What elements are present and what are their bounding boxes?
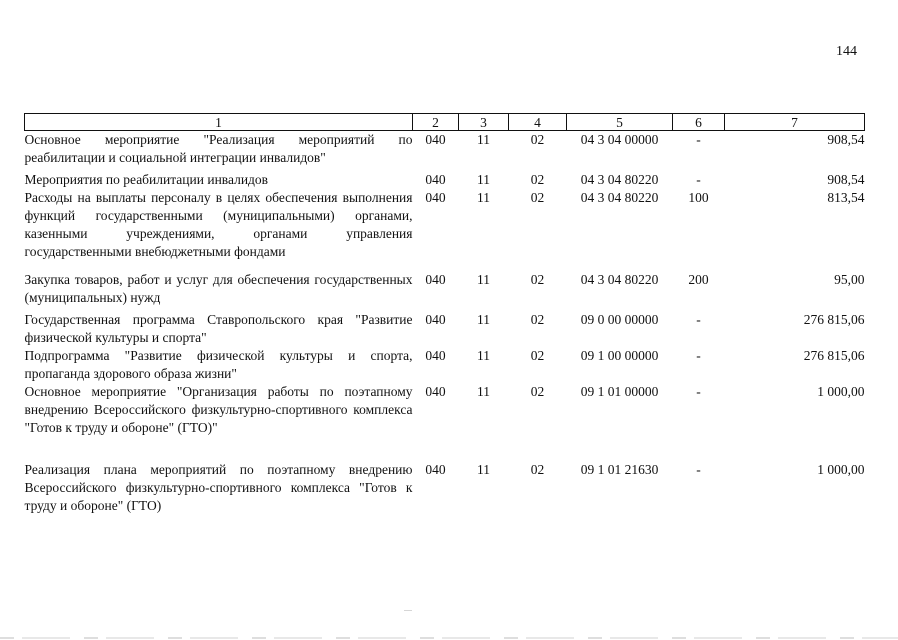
row-expense-type: -	[696, 462, 701, 477]
header-cell-2: 2	[413, 114, 459, 131]
row-name: Расходы на выплаты персоналу в целях обеспечения выполнения функций государственными (муниципальными) органами, казенными учреждениями, органами управления государственными внебюджетными фондами	[24, 190, 413, 259]
row-target-code: 09 0 00 00000	[580, 312, 659, 327]
row-target-code: 09 1 01 00000	[580, 384, 659, 399]
row-ministry-code: 040	[425, 384, 446, 399]
row-ministry-code: 040	[425, 272, 446, 287]
row-expense-type: -	[696, 384, 701, 399]
table-row	[25, 189, 865, 261]
row-name: Основное мероприятие "Реализация мероприятий по реабилитации и социальной интеграции инвалидов"	[24, 132, 413, 165]
table-row	[25, 383, 865, 437]
row-subsection-code: 02	[530, 132, 545, 147]
row-amount: 908,54	[827, 132, 865, 147]
row-section-code: 11	[477, 384, 490, 399]
row-expense-type: 200	[688, 272, 709, 287]
row-expense-type: -	[696, 312, 701, 327]
row-ministry-code: 040	[425, 132, 446, 147]
row-subsection-code: 02	[530, 384, 545, 399]
row-expense-type: -	[696, 172, 701, 187]
row-subsection-code: 02	[530, 348, 545, 363]
row-subsection-code: 02	[530, 172, 545, 187]
header-cell-3: 3	[459, 114, 509, 131]
row-expense-type: 100	[688, 190, 709, 205]
row-name: Государственная программа Ставропольского края "Развитие физической культуры и спорта"	[24, 312, 413, 345]
row-spacer	[25, 261, 865, 271]
row-section-code: 11	[477, 312, 490, 327]
row-name: Закупка товаров, работ и услуг для обеспечения государственных (муниципальных) нужд	[24, 272, 413, 305]
table-row	[25, 311, 865, 347]
page-number: 144	[836, 44, 857, 59]
scan-edge-artifact	[0, 637, 898, 639]
table-body	[25, 131, 865, 516]
row-expense-type: -	[696, 348, 701, 363]
row-name: Реализация плана мероприятий по поэтапному внедрению Всероссийского физкультурно-спортивного комплекса "Готов к труду и обороне" (ГТО)	[24, 462, 413, 513]
row-subsection-code: 02	[530, 190, 545, 205]
table-header	[25, 114, 865, 131]
budget-table	[24, 113, 865, 515]
header-cell-5: 5	[567, 114, 673, 131]
row-ministry-code: 040	[425, 190, 446, 205]
row-target-code: 09 1 01 21630	[580, 462, 659, 477]
row-amount: 276 815,06	[803, 348, 865, 363]
row-section-code: 11	[477, 348, 490, 363]
row-amount: 95,00	[834, 272, 865, 287]
row-amount: 908,54	[827, 172, 865, 187]
header-cell-7: 7	[725, 114, 865, 131]
row-name: Подпрограмма "Развитие физической культуры и спорта, пропаганда здорового образа жизни"	[24, 348, 413, 381]
table-row	[25, 347, 865, 383]
row-amount: 813,54	[827, 190, 865, 205]
row-name: Мероприятия по реабилитации инвалидов	[24, 172, 269, 187]
header-cell-1: 1	[25, 114, 413, 131]
row-section-code: 11	[477, 462, 490, 477]
row-ministry-code: 040	[425, 312, 446, 327]
header-cell-4: 4	[509, 114, 567, 131]
scan-artifact	[404, 606, 412, 611]
row-subsection-code: 02	[530, 462, 545, 477]
row-subsection-code: 02	[530, 272, 545, 287]
row-ministry-code: 040	[425, 462, 446, 477]
row-ministry-code: 040	[425, 348, 446, 363]
row-target-code: 04 3 04 00000	[580, 132, 659, 147]
table-header-row	[25, 114, 865, 131]
row-ministry-code: 040	[425, 172, 446, 187]
row-target-code: 04 3 04 80220	[580, 272, 659, 287]
row-amount: 1 000,00	[817, 462, 865, 477]
table-row	[25, 131, 865, 168]
table-row	[25, 461, 865, 515]
row-section-code: 11	[477, 172, 490, 187]
row-section-code: 11	[477, 132, 490, 147]
row-subsection-code: 02	[530, 312, 545, 327]
table-row	[25, 271, 865, 307]
row-amount: 1 000,00	[817, 384, 865, 399]
table-row	[25, 171, 865, 189]
row-amount: 276 815,06	[803, 312, 865, 327]
header-cell-6: 6	[673, 114, 725, 131]
row-target-code: 09 1 00 00000	[580, 348, 659, 363]
row-target-code: 04 3 04 80220	[580, 190, 659, 205]
row-target-code: 04 3 04 80220	[580, 172, 659, 187]
row-expense-type: -	[696, 132, 701, 147]
row-section-code: 11	[477, 190, 490, 205]
row-spacer	[25, 437, 865, 461]
row-section-code: 11	[477, 272, 490, 287]
row-name: Основное мероприятие "Организация работы по поэтапному внедрению Всероссийского физкультурно-спортивного комплекса "Готов к труду и обороне" (ГТО)"	[24, 384, 413, 435]
